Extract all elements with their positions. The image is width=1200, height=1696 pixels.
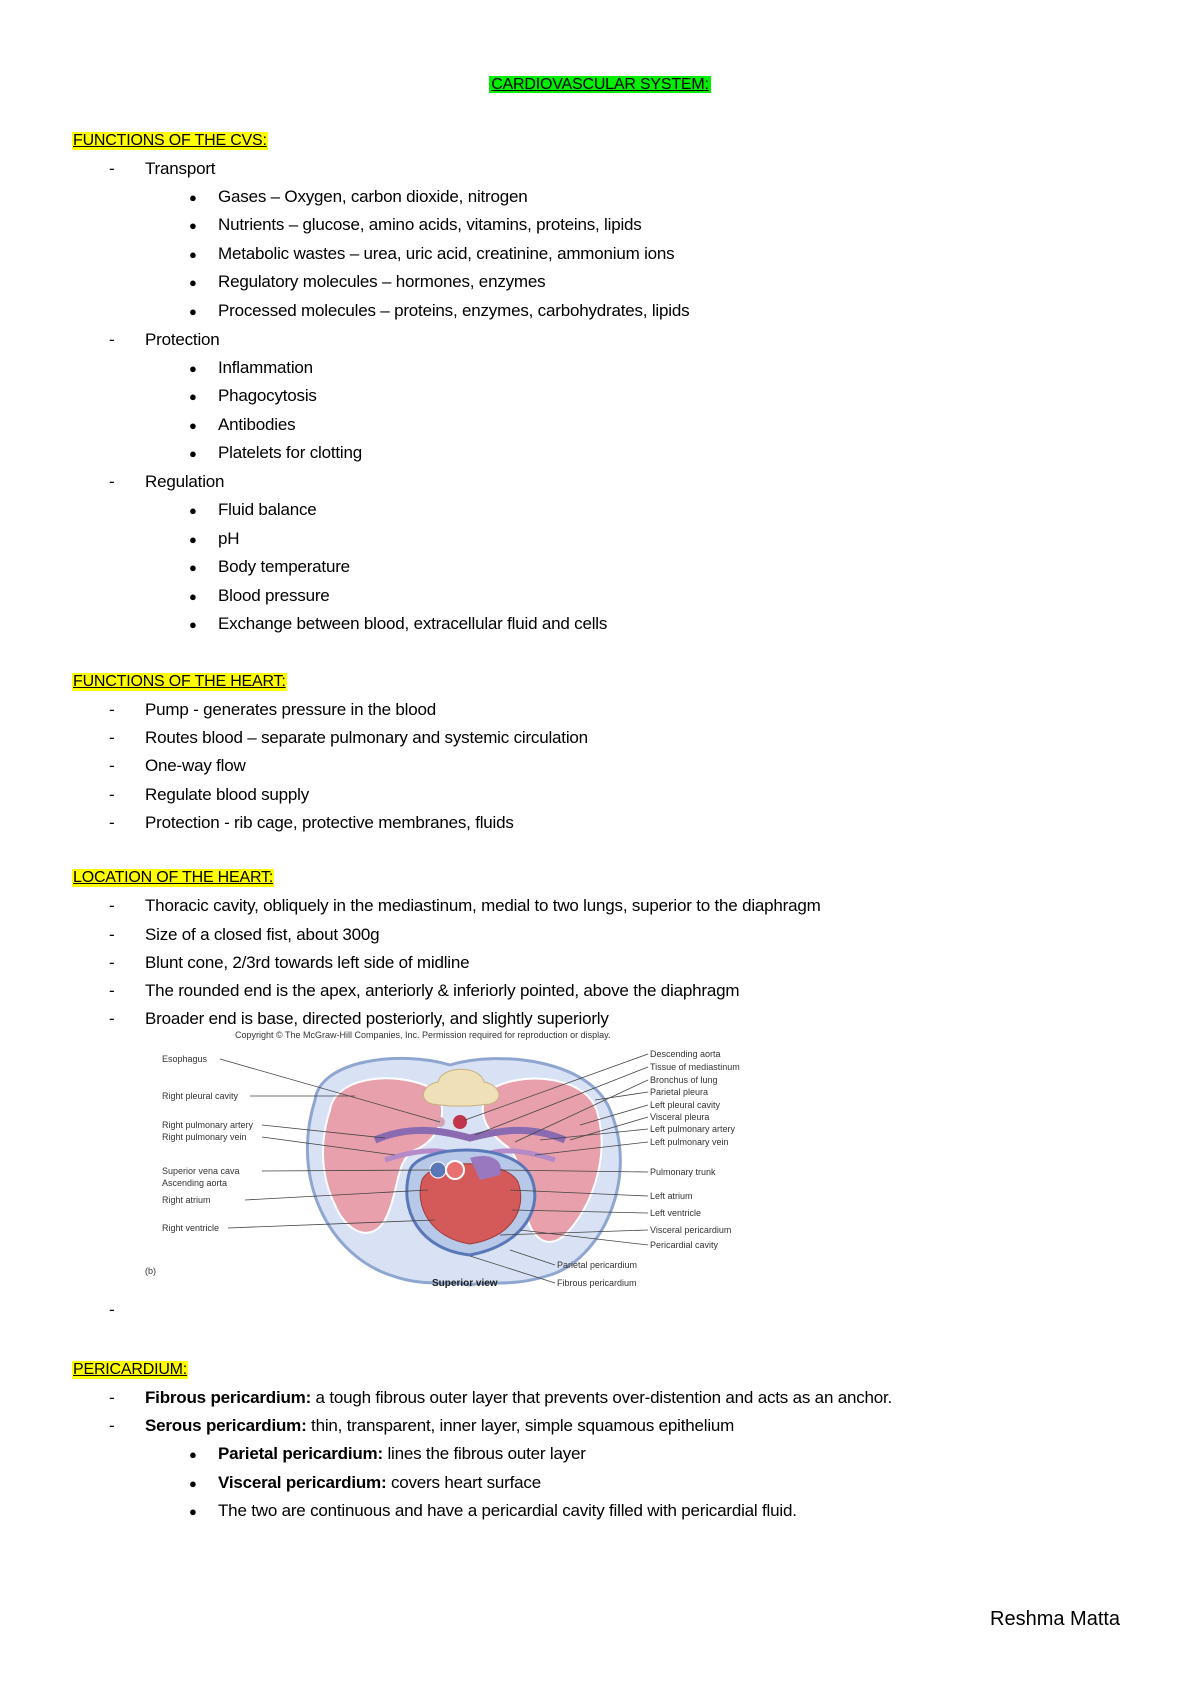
dash-marker: -: [109, 728, 115, 747]
dash-marker: -: [109, 813, 115, 832]
sub-item: Blood pressure: [218, 586, 330, 605]
page-title: CARDIOVASCULAR SYSTEM:: [491, 76, 709, 93]
dash-marker: -: [109, 925, 115, 944]
sub-item-visceral-pericardium: [218, 1473, 541, 1493]
dash-marker: -: [109, 472, 115, 491]
label-pulmonary-trunk: Pulmonary trunk: [650, 1167, 716, 1177]
dash-marker: -: [109, 700, 115, 719]
term: Parietal pericardium:: [218, 1444, 383, 1463]
list-item: Broader end is base, directed posteriorly, and slightly superiorly: [145, 1009, 609, 1028]
list-item: One-way flow: [145, 756, 246, 775]
list-item: Regulate blood supply: [145, 785, 310, 804]
definition: covers heart surface: [386, 1473, 541, 1492]
thorax-figure: [145, 1030, 770, 1320]
descending-aorta-shape: [453, 1115, 467, 1129]
dash-marker: -: [109, 1388, 115, 1407]
figure-caption: Superior view: [432, 1278, 498, 1289]
label-visceral-pericardium: Visceral pericardium: [650, 1225, 732, 1235]
sub-item: Inflammation: [218, 358, 313, 377]
label-left-pulmonary-artery: Left pulmonary artery: [650, 1124, 736, 1134]
definition: lines the fibrous outer layer: [382, 1444, 586, 1463]
list-item: Thoracic cavity, obliquely in the mediastinum, medial to two lungs, superior to the diaphragm: [145, 896, 821, 915]
heading-pericardium: PERICARDIUM:: [73, 1361, 188, 1378]
list-item: Pump - generates pressure in the blood: [145, 700, 437, 719]
sub-item: Metabolic wastes – urea, uric acid, creatinine, ammonium ions: [218, 244, 675, 263]
sub-item: Phagocytosis: [218, 386, 317, 405]
list-item-protection: Protection: [145, 330, 220, 349]
sub-item-parietal-pericardium: [218, 1444, 586, 1464]
author-name: Reshma Matta: [990, 1608, 1121, 1630]
label-esophagus: Esophagus: [162, 1054, 208, 1064]
definition: a tough fibrous outer layer that prevents over-distention and acts as an anchor.: [311, 1388, 893, 1407]
bullet-marker: ●: [189, 1476, 197, 1491]
bullet-marker: ●: [189, 503, 197, 518]
label-right-pulmonary-vein: Right pulmonary vein: [162, 1132, 247, 1142]
dash-marker: -: [109, 1300, 115, 1319]
heading-functions-heart: FUNCTIONS OF THE HEART:: [73, 673, 286, 690]
sub-item: Nutrients – glucose, amino acids, vitamins, proteins, lipids: [218, 215, 642, 234]
dash-marker: -: [109, 785, 115, 804]
sub-item: Exchange between blood, extracellular fluid and cells: [218, 614, 608, 633]
bullet-marker: ●: [189, 247, 197, 262]
label-right-pleural-cavity: Right pleural cavity: [162, 1091, 239, 1101]
figure-panel-label: (b): [145, 1266, 156, 1276]
superior-vena-cava-shape: [430, 1162, 446, 1178]
label-left-pulmonary-vein: Left pulmonary vein: [650, 1137, 729, 1147]
list-item: Blunt cone, 2/3rd towards left side of midline: [145, 953, 470, 972]
list-item: The rounded end is the apex, anteriorly & inferiorly pointed, above the diaphragm: [145, 981, 740, 1000]
list-item: Protection - rib cage, protective membranes, fluids: [145, 813, 514, 832]
sub-item: Body temperature: [218, 557, 350, 576]
bullet-marker: ●: [189, 190, 197, 205]
term: Fibrous pericardium:: [145, 1388, 312, 1407]
sub-item: Antibodies: [218, 415, 296, 434]
label-parietal-pericardium: Parietal pericardium: [557, 1260, 638, 1270]
term: Visceral pericardium:: [218, 1473, 387, 1492]
list-item-regulation: Regulation: [145, 472, 225, 491]
ascending-aorta-shape: [446, 1161, 464, 1179]
label-superior-vena-cava: Superior vena cava: [162, 1166, 240, 1176]
list-item: Size of a closed fist, about 300g: [145, 925, 380, 944]
sub-item: Platelets for clotting: [218, 443, 362, 462]
label-pericardial-cavity: Pericardial cavity: [650, 1240, 719, 1250]
label-tissue-of-mediastinum: Tissue of mediastinum: [650, 1062, 740, 1072]
dash-marker: -: [109, 330, 115, 349]
label-left-atrium: Left atrium: [650, 1191, 693, 1201]
bullet-marker: ●: [189, 418, 197, 433]
label-right-pulmonary-artery: Right pulmonary artery: [162, 1120, 254, 1130]
label-right-ventricle: Right ventricle: [162, 1223, 220, 1233]
label-bronchus-of-lung: Bronchus of lung: [650, 1075, 718, 1085]
label-left-pleural-cavity: Left pleural cavity: [650, 1100, 721, 1110]
sub-item: Regulatory molecules – hormones, enzymes: [218, 272, 546, 291]
bullet-marker: ●: [189, 446, 197, 461]
sub-item: Gases – Oxygen, carbon dioxide, nitrogen: [218, 187, 528, 206]
sub-item-continuous: [218, 1501, 797, 1521]
title-wrap: [0, 76, 1200, 94]
list-item-fibrous-pericardium: [145, 1388, 892, 1408]
list-item-transport: Transport: [145, 159, 216, 178]
thorax-diagram: [145, 1030, 770, 1320]
list-item-serous-pericardium: [145, 1416, 734, 1436]
bullet-marker: ●: [189, 617, 197, 632]
bullet-marker: ●: [189, 275, 197, 290]
label-parietal-pleura: Parietal pleura: [650, 1087, 709, 1097]
heading-location-heart: LOCATION OF THE HEART:: [73, 869, 274, 886]
label-right-atrium: Right atrium: [162, 1195, 211, 1205]
bullet-marker: ●: [189, 1447, 197, 1462]
sub-item: Processed molecules – proteins, enzymes, carbohydrates, lipids: [218, 301, 690, 320]
heading-functions-cvs: FUNCTIONS OF THE CVS:: [73, 132, 267, 149]
bullet-marker: ●: [189, 1504, 197, 1519]
dash-marker: -: [109, 756, 115, 775]
definition: The two are continuous and have a pericardial cavity filled with pericardial fluid.: [218, 1501, 797, 1520]
bullet-marker: ●: [189, 218, 197, 233]
bullet-marker: ●: [189, 532, 197, 547]
dash-marker: -: [109, 953, 115, 972]
figure-copyright: Copyright © The McGraw-Hill Companies, Inc. Permission required for reproduction or display.: [235, 1030, 611, 1040]
sub-item: Fluid balance: [218, 500, 317, 519]
dash-marker: -: [109, 159, 115, 178]
term: Serous pericardium:: [145, 1416, 307, 1435]
list-item: Routes blood – separate pulmonary and systemic circulation: [145, 728, 588, 747]
definition: thin, transparent, inner layer, simple squamous epithelium: [306, 1416, 735, 1435]
sub-item: pH: [218, 529, 240, 548]
label-ascending-aorta: Ascending aorta: [162, 1178, 228, 1188]
label-fibrous-pericardium: Fibrous pericardium: [557, 1278, 637, 1288]
dash-marker: -: [109, 1009, 115, 1028]
bullet-marker: ●: [189, 560, 197, 575]
bullet-marker: ●: [189, 304, 197, 319]
dash-marker: -: [109, 981, 115, 1000]
dash-marker: -: [109, 896, 115, 915]
bullet-marker: ●: [189, 589, 197, 604]
bullet-marker: ●: [189, 361, 197, 376]
bullet-marker: ●: [189, 389, 197, 404]
label-descending-aorta: Descending aorta: [650, 1049, 721, 1059]
label-visceral-pleura: Visceral pleura: [650, 1112, 710, 1122]
dash-marker: -: [109, 1416, 115, 1435]
label-left-ventricle: Left ventricle: [650, 1208, 702, 1218]
